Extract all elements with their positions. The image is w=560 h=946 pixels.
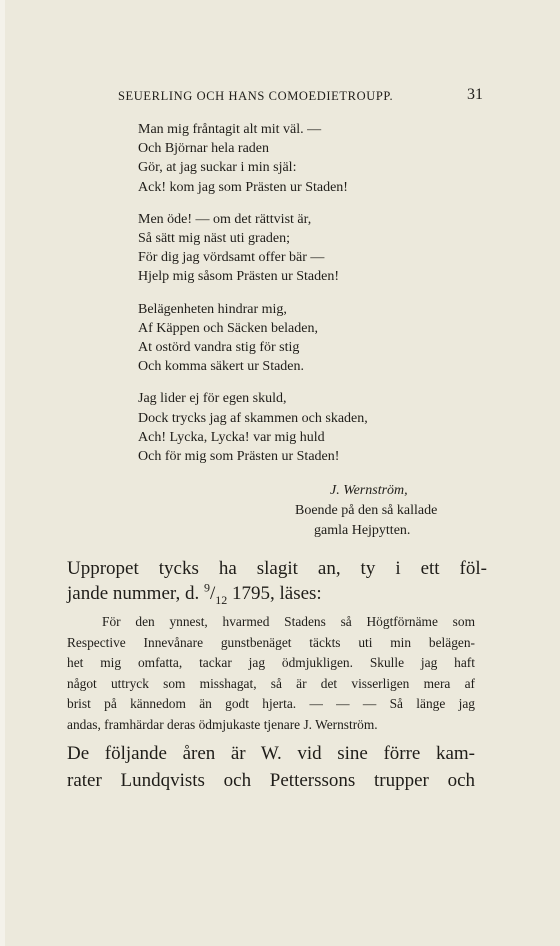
quote-line: något uttryck som misshagat, så är det visserligen mera af <box>67 675 475 691</box>
paragraph-line <box>67 581 487 606</box>
date-day: 9 <box>203 580 210 595</box>
poem-line: Man mig fråntagit alt mit väl. — <box>138 122 322 137</box>
poem-line: Ack! kom jag som Prästen ur Staden! <box>138 179 348 195</box>
poem-stanza <box>138 389 368 466</box>
poem-line: Så sätt mig näst uti graden; <box>138 231 291 247</box>
paragraph-line: De följande åren är W. vid sine förre kam- <box>67 743 475 764</box>
poem-line: Jag lider ej för egen skuld, <box>138 391 287 407</box>
quote-line: het mig omfatta, tackar jag ödmjukligen. Skulle jag haft <box>67 655 475 671</box>
poem <box>138 120 368 479</box>
quote-line: Respective Innevånare gunstbenäget täckts uti min belägen- <box>67 634 475 650</box>
paragraph-line: Uppropet tycks ha slagit an, ty i ett föl- <box>67 558 487 579</box>
poem-line: Gör, at jag suckar i min själ: <box>138 160 297 176</box>
poem-stanza <box>138 210 368 287</box>
paragraph-line: rater Lundqvists och Petterssons trupper och <box>67 770 475 791</box>
page-number: 31 <box>467 86 483 103</box>
body-paragraph <box>67 556 487 606</box>
poem-line: Hjelp mig såsom Prästen ur Staden! <box>138 269 340 285</box>
signature-address-place: gamla Hejpytten. <box>314 523 411 538</box>
paragraph-text: jande nummer, d. <box>67 583 204 604</box>
signature-address: Boende på den så kallade <box>295 503 438 518</box>
running-title: SEUERLING OCH HANS COMOEDIETROUPP. <box>118 89 394 103</box>
paragraph-text: 1795, läses: <box>227 583 322 604</box>
date-month: 12 <box>215 592 228 607</box>
poem-line: Och Björnar hela raden <box>138 141 269 157</box>
quote-line: brist på kännedom än godt hjerta. — — — Så länge jag <box>67 696 475 712</box>
quote-line: För den ynnest, hvarmed Stadens så Högtförnäme som <box>102 614 475 629</box>
quote-line: andas, framhärdar deras ödmjukaste tjenare J. Wernström. <box>67 716 378 732</box>
poem-line: Och komma säkert ur Staden. <box>138 359 305 375</box>
signature-name: J. Wernström, <box>330 483 408 498</box>
page-edge <box>0 0 5 946</box>
poem-line: Men öde! — om det rättvist är, <box>138 211 312 227</box>
poem-stanza <box>138 120 368 197</box>
poem-line: För dig jag vördsamt offer bär — <box>138 250 325 266</box>
poem-line: Och för mig som Prästen ur Staden! <box>138 449 340 465</box>
poem-line: At ostörd vandra stig för stig <box>138 340 300 356</box>
running-header <box>118 86 483 104</box>
quoted-notice <box>67 612 475 736</box>
poem-line: Belägenheten hindrar mig, <box>138 301 287 317</box>
poem-line: Dock trycks jag af skammen och skaden, <box>138 410 368 426</box>
poem-stanza <box>138 300 368 377</box>
poem-line: Ach! Lycka, Lycka! var mig huld <box>138 429 325 445</box>
poem-line: Af Käppen och Säcken beladen, <box>138 320 318 336</box>
body-paragraph <box>67 740 475 794</box>
date-slash: / <box>209 583 216 604</box>
